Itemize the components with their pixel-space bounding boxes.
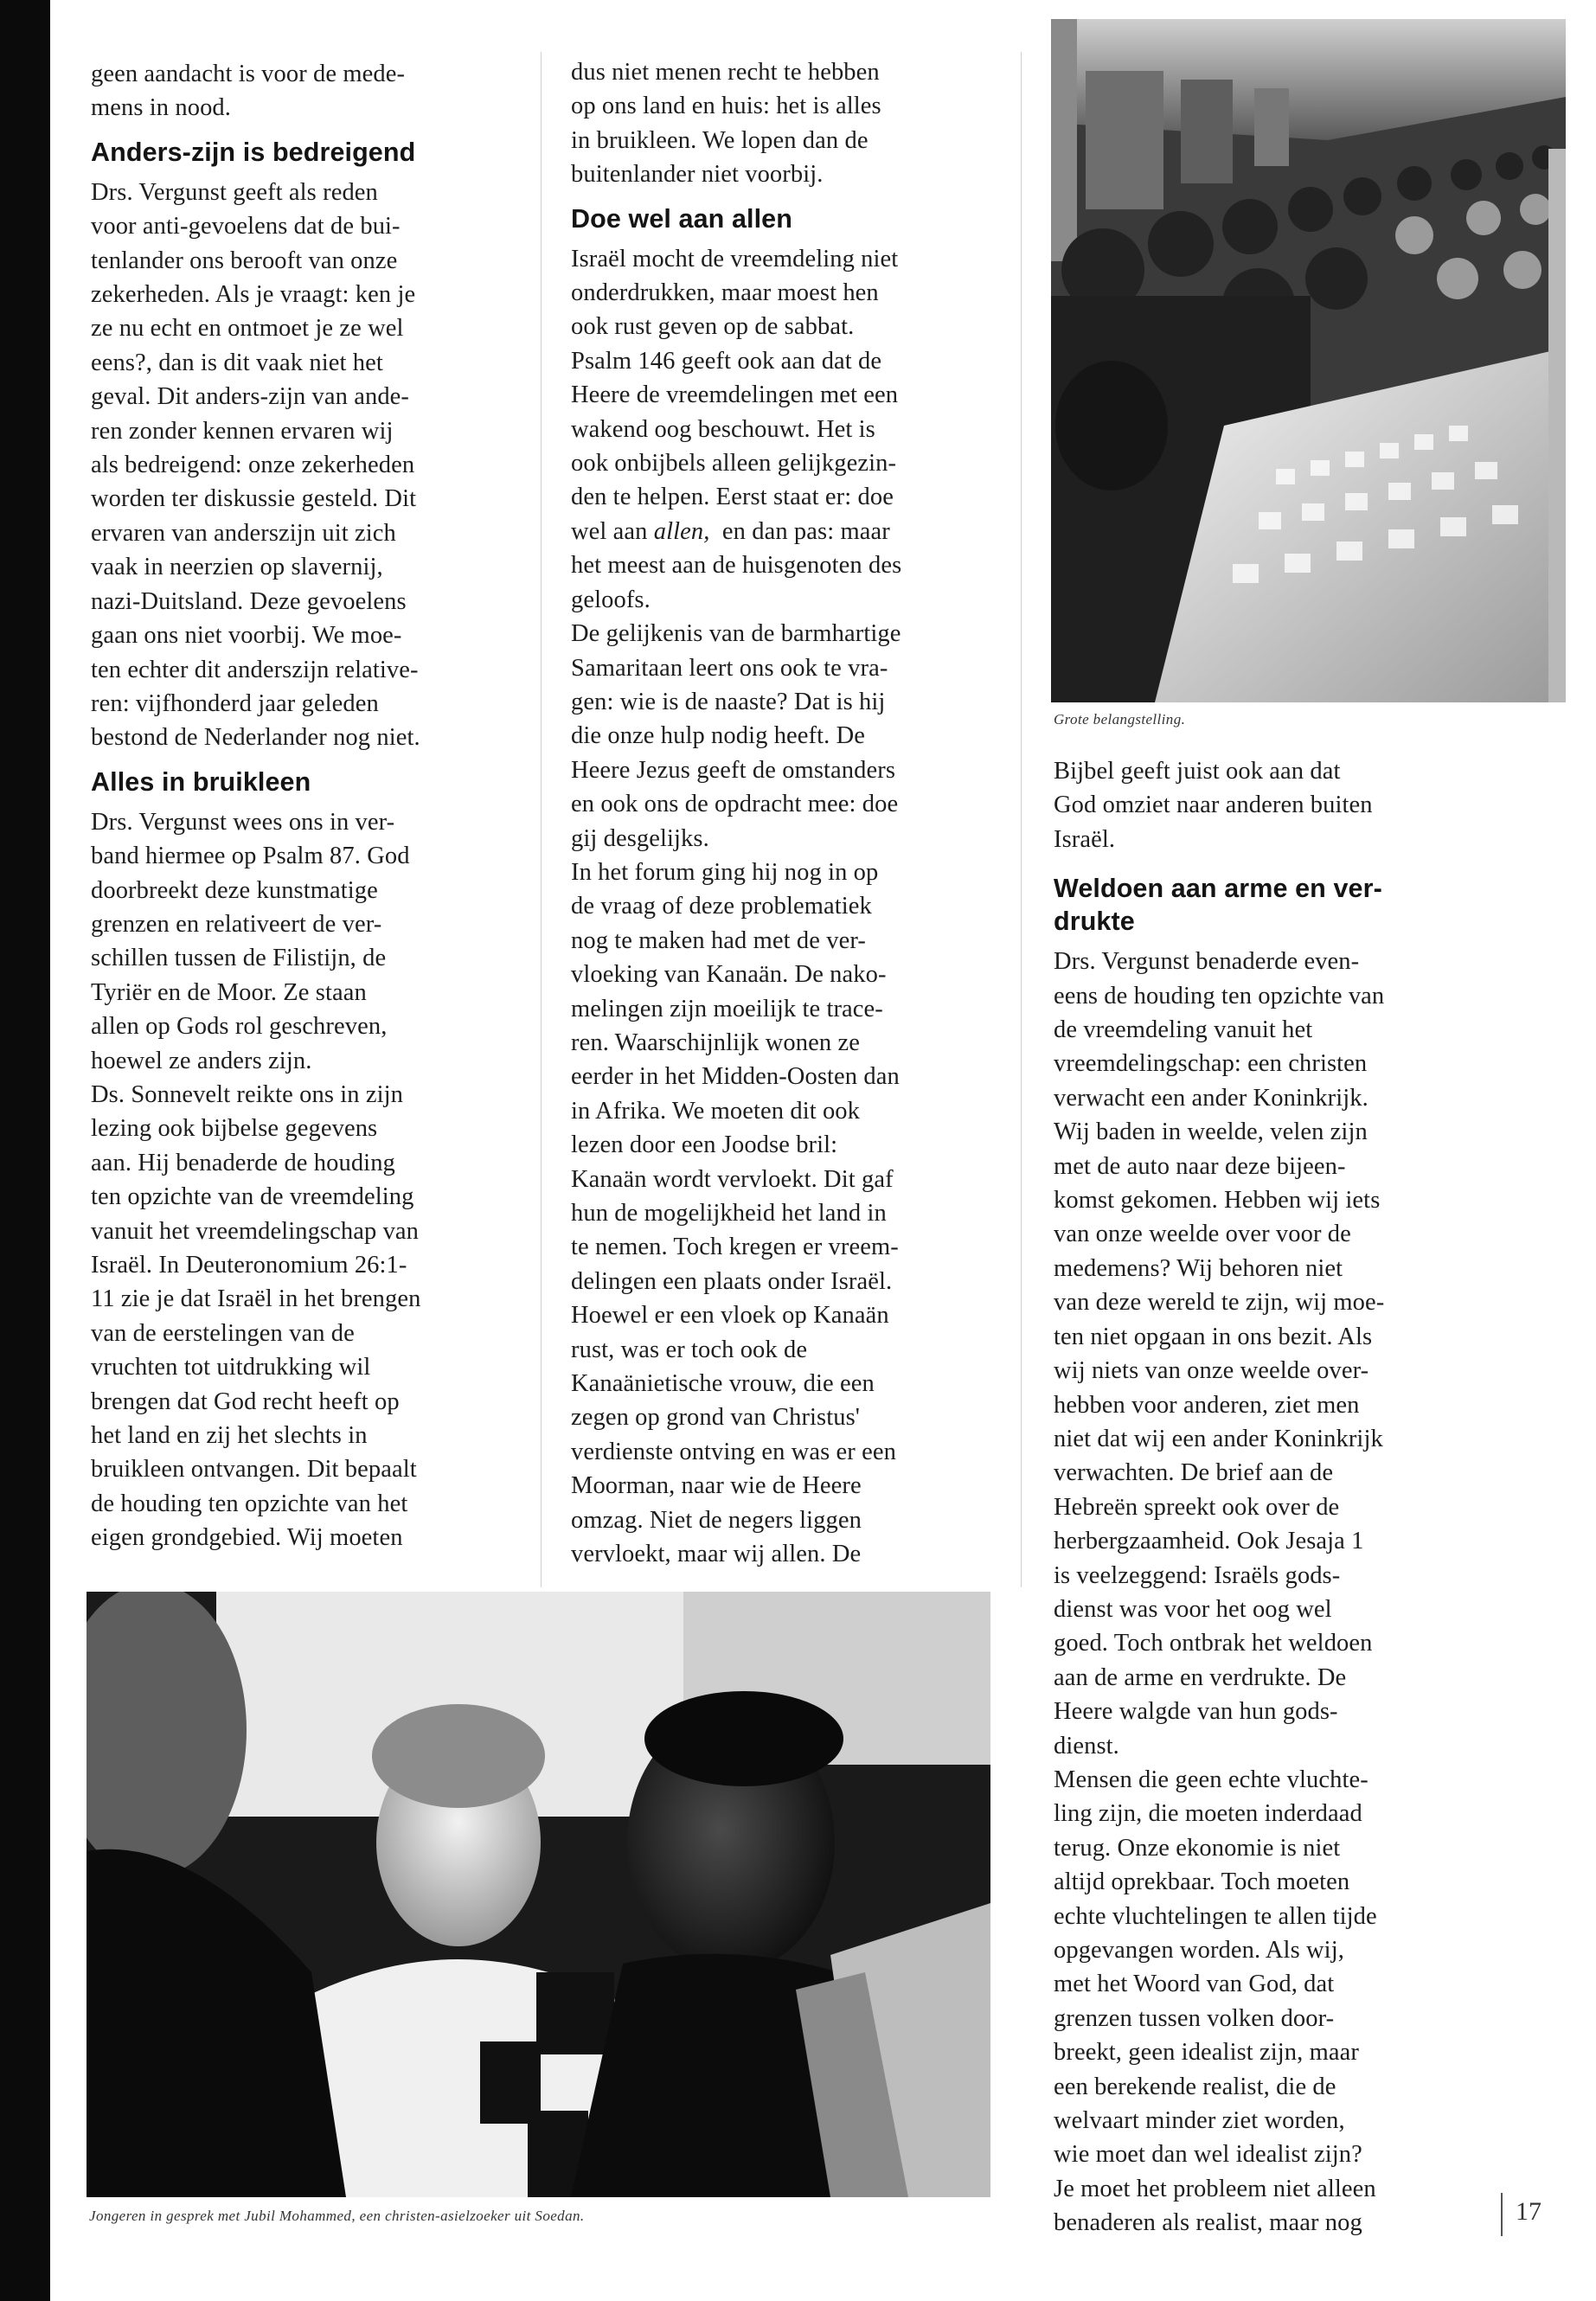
text-line: Drs. Vergunst wees ons in ver- [91, 808, 395, 836]
text-line: bruikleen ontvangen. Dit bepaalt [91, 1456, 417, 1484]
text-line: benaderen als realist, maar nog [1054, 2209, 1362, 2237]
text-line: gaan ons niet voorbij. We moe- [91, 622, 402, 650]
text-line: vloeking van Kanaän. De nako- [571, 961, 887, 989]
heading-alles-in-bruikleen: Alles in bruikleen [91, 766, 311, 797]
text-line: geval. Dit anders-zijn van ande- [91, 383, 410, 411]
text-line: gen: wie is de naaste? Dat is hij [571, 688, 886, 715]
text-line: ren: vijfhonderd jaar geleden [91, 689, 379, 717]
text-line: mens in nood. [91, 94, 232, 122]
text-line: grenzen tussen volken door- [1054, 2004, 1335, 2032]
text-line: nazi-Duitsland. Deze gevoelens [91, 587, 407, 615]
text-line: het meest aan de huisgenoten des [571, 552, 902, 580]
text-line: hoewel ze anders zijn. [91, 1047, 312, 1074]
text-line: Moorman, naar wie de Heere [571, 1472, 862, 1500]
text-line: eigen grondgebied. Wij moeten [91, 1524, 403, 1552]
text-line: goed. Toch ontbrak het weldoen [1054, 1630, 1373, 1657]
text-line: herbergzaamheid. Ook Jesaja 1 [1054, 1528, 1364, 1555]
col2-intro [571, 55, 1012, 192]
text-line: Je moet het probleem niet alleen [1054, 2175, 1376, 2202]
text-line: zekerheden. Als je vraagt: ken je [91, 281, 416, 309]
text-line: niet dat wij een ander Koninkrijk [1054, 1425, 1383, 1452]
text-line: van de eerstelingen van de [91, 1319, 355, 1347]
text-line: vruchten tot uitdrukking wil [91, 1354, 371, 1381]
text-line: van onze weelde over voor de [1054, 1221, 1351, 1248]
col1-paragraph-2 [91, 805, 532, 1078]
text-line: vaak in neerzien op slavernij, [91, 554, 383, 581]
text-line: op ons land en huis: het is alles [571, 93, 881, 120]
text-line: ren zonder kennen ervaren wij [91, 417, 394, 445]
text-line: Drs. Vergunst geeft als reden [91, 178, 378, 206]
col3-paragraph-2 [1054, 1763, 1495, 2240]
text-line: aan de arme en verdrukte. De [1054, 1663, 1347, 1691]
column-rule-1 [541, 52, 542, 1587]
text-line: verwacht een ander Koninkrijk. [1054, 1084, 1368, 1112]
text-line: de houding ten opzichte van het [91, 1490, 408, 1517]
text-fragment: en dan pas: maar [709, 517, 890, 545]
text-line: vanuit het vreemdelingschap van [91, 1217, 420, 1245]
text-line: met het Woord van God, dat [1054, 1971, 1335, 1998]
text-line: Israël. [1054, 825, 1116, 853]
text-line: Israël. In Deuteronomium 26:1- [91, 1252, 407, 1279]
text-line: ren. Waarschijnlijk wonen ze [571, 1029, 860, 1056]
text-line: gij desgelijks. [571, 824, 709, 852]
text-line: verwachten. De brief aan de [1054, 1459, 1334, 1487]
text-line: als bedreigend: onze zekerheden [91, 452, 415, 479]
text-line: Heere walgde van hun gods- [1054, 1698, 1338, 1726]
text-line: worden ter diskussie gesteld. Dit [91, 485, 417, 513]
text-line: doorbreekt deze kunstmatige [91, 876, 378, 904]
text-line: eens?, dan is dit vaak niet het [91, 349, 383, 376]
text-line: dienst was voor het oog wel [1054, 1595, 1332, 1623]
audience-photo-caption: Grote belangstelling. [1054, 711, 1186, 727]
text-line: echte vluchtelingen te allen tijde [1054, 1902, 1377, 1930]
conversation-photo-caption: Jongeren in gesprek met Jubil Mohammed, een christen-asielzoeker uit Soedan. [89, 2208, 585, 2224]
text-line: medemens? Wij behoren niet [1054, 1254, 1343, 1282]
text-line: Hebreën spreekt ook over de [1054, 1493, 1340, 1521]
text-line: wij niets van onze weelde over- [1054, 1357, 1369, 1385]
text-line: buitenlander niet voorbij. [571, 161, 824, 189]
col1-paragraph-3 [91, 1078, 532, 1555]
text-line: en ook ons de opdracht mee: doe [571, 791, 899, 818]
text-line: in Afrika. We moeten dit ook [571, 1097, 861, 1125]
col2-paragraph-3 [571, 856, 1012, 1572]
page-number: 17 [1516, 2197, 1542, 2226]
text-line: grenzen en relativeert de ver- [91, 910, 382, 938]
text-line: rust, was er toch ook de [571, 1336, 808, 1363]
text-line: komst gekomen. Hebben wij iets [1054, 1187, 1381, 1215]
text-line: in bruikleen. We lopen dan de [571, 126, 869, 154]
text-line: te nemen. Toch kregen er vreem- [571, 1234, 899, 1261]
text-line: Bijbel geeft juist ook aan dat [1054, 758, 1341, 785]
emphasis-allen: allen, [653, 517, 710, 545]
text-line: allen op Gods rol geschreven, [91, 1013, 388, 1041]
text-line: welvaart minder ziet worden, [1054, 2107, 1345, 2135]
col2-paragraph-1 [571, 242, 1012, 617]
text-line: wie moet dan wel idealist zijn? [1054, 2141, 1362, 2169]
text-line: hun de mogelijkheid het land in [571, 1200, 887, 1227]
text-line: Psalm 146 geeft ook aan dat de [571, 347, 882, 375]
text-line: onderdrukken, maar moest hen [571, 279, 879, 307]
text-line: het land en zij het slechts in [91, 1422, 368, 1450]
text-line: zegen op grond van Christus' [571, 1404, 861, 1432]
text-line: Hoewel er een vloek op Kanaän [571, 1302, 889, 1330]
text-line: nog te maken had met de ver- [571, 926, 866, 954]
col2-p1-end-lines [571, 548, 1012, 617]
text-line: ook rust geven op de sabbat. [571, 313, 855, 341]
column-2 [571, 55, 1012, 1571]
text-line: ten echter dit anderszijn relative- [91, 656, 419, 683]
text-line: Mensen die geen echte vluchte- [1054, 1766, 1368, 1793]
page-number-rule [1501, 2193, 1503, 2236]
text-line: ze nu echt en ontmoet je ze wel [91, 315, 404, 343]
text-line: omzag. Niet de negers liggen [571, 1506, 862, 1534]
text-line: brengen dat God recht heeft op [91, 1388, 400, 1415]
text-line: hebben voor anderen, ziet men [1054, 1391, 1360, 1419]
text-line: Heere de vreemdelingen met een [571, 381, 899, 409]
text-line: band hiermee op Psalm 87. God [91, 843, 410, 870]
heading-anders-zijn: Anders-zijn is bedreigend [91, 137, 416, 167]
column-1 [91, 57, 532, 1555]
text-line: melingen zijn moeilijk te trace- [571, 995, 883, 1022]
text-line: bestond de Nederlander nog niet. [91, 724, 420, 752]
text-line: geen aandacht is voor de mede- [91, 61, 406, 87]
text-line: ook onbijbels alleen gelijkgezin- [571, 450, 897, 478]
heading-weldoen-line-2: drukte [1054, 907, 1135, 937]
text-line: den te helpen. Eerst staat er: doe [571, 484, 894, 511]
column-3 [1054, 754, 1495, 2240]
text-line: Wij baden in weelde, velen zijn [1054, 1118, 1368, 1146]
audience-photo [1051, 19, 1566, 702]
text-line: De gelijkenis van de barmhartige [571, 620, 901, 648]
col3-paragraph-1 [1054, 945, 1495, 1763]
text-line: Heere Jezus geeft de omstanders [571, 756, 896, 784]
text-line: delingen een plaats onder Israël. [571, 1267, 893, 1295]
text-line: is veelzeggend: Israëls gods- [1054, 1561, 1341, 1589]
text-line: Ds. Sonnevelt reikte ons in zijn [91, 1080, 403, 1108]
col3-intro [1054, 754, 1495, 856]
audience-photo-graphic [1051, 19, 1566, 702]
text-line: aan. Hij benaderde de houding [91, 1149, 395, 1176]
text-line: altijd oprekbaar. Toch moeten [1054, 1868, 1350, 1896]
text-line: In het forum ging hij nog in op [571, 858, 879, 886]
text-line: geloofs. [571, 586, 651, 613]
text-line: eens de houding ten opzichte van [1054, 982, 1385, 1009]
col2-paragraph-2 [571, 617, 1012, 856]
text-line: Tyriër en de Moor. Ze staan [91, 978, 367, 1006]
text-line: ervaren van anderszijn uit zich [91, 519, 396, 547]
text-line: terug. Onze ekonomie is niet [1054, 1834, 1341, 1862]
col1-intro [91, 57, 532, 125]
text-line: lezen door een Joodse bril: [571, 1131, 838, 1159]
text-line: Samaritaan leert ons ook te vra- [571, 654, 888, 682]
conversation-photo [87, 1592, 990, 2197]
text-line: schillen tussen de Filistijn, de [91, 945, 387, 972]
text-line: tenlander ons berooft van onze [91, 247, 398, 274]
text-line: wakend oog beschouwt. Het is [571, 415, 875, 443]
text-line: vervloekt, maar wij allen. De [571, 1541, 862, 1568]
text-line: breekt, geen idealist zijn, maar [1054, 2039, 1359, 2067]
text-line: God omziet naar anderen buiten [1054, 792, 1373, 819]
text-line: van deze wereld te zijn, wij moe- [1054, 1289, 1385, 1317]
text-line: met de auto naar deze bijeen- [1054, 1152, 1346, 1180]
text-line: de vraag of deze problematiek [571, 893, 872, 920]
col2-p1-line-allen [571, 515, 1012, 548]
text-line: Kanaänietische vrouw, die een [571, 1370, 875, 1398]
text-line: vreemdelingschap: een christen [1054, 1050, 1368, 1078]
heading-doe-wel-aan-allen: Doe wel aan allen [571, 203, 792, 234]
text-line: 11 zie je dat Israël in het brengen [91, 1285, 421, 1313]
text-line: dienst. [1054, 1732, 1119, 1759]
text-line: Drs. Vergunst benaderde even- [1054, 948, 1360, 976]
column-rule-2 [1021, 52, 1022, 1587]
col2-p1-lines [571, 242, 1012, 515]
conversation-photo-graphic [87, 1592, 990, 2197]
heading-weldoen [1054, 872, 1495, 938]
text-line: eerder in het Midden-Oosten dan [571, 1063, 900, 1091]
text-line: lezing ook bijbelse gegevens [91, 1115, 378, 1143]
text-line: ten opzichte van de vreemdeling [91, 1183, 414, 1211]
text-line: Kanaän wordt vervloekt. Dit gaf [571, 1165, 894, 1193]
heading-weldoen-line-1: Weldoen aan arme en ver- [1054, 874, 1382, 904]
text-line: dus niet menen recht te hebben [571, 59, 880, 86]
col1-paragraph-1 [91, 176, 532, 755]
text-line: opgevangen worden. Als wij, [1054, 1937, 1344, 1964]
text-fragment: wel aan [571, 517, 654, 545]
text-line: voor anti-gevoelens dat de bui- [91, 213, 401, 240]
text-line: ling zijn, die moeten inderdaad [1054, 1800, 1362, 1828]
text-line: Israël mocht de vreemdeling niet [571, 245, 899, 272]
text-line: die onze hulp nodig heeft. De [571, 722, 866, 750]
text-line: verdienste ontving en was er een [571, 1438, 896, 1465]
text-line: ten niet opgaan in ons bezit. Als [1054, 1323, 1373, 1350]
binding-edge [0, 0, 50, 2301]
text-line: een berekende realist, die de [1054, 2073, 1336, 2100]
text-line: de vreemdeling vanuit het [1054, 1016, 1313, 1044]
